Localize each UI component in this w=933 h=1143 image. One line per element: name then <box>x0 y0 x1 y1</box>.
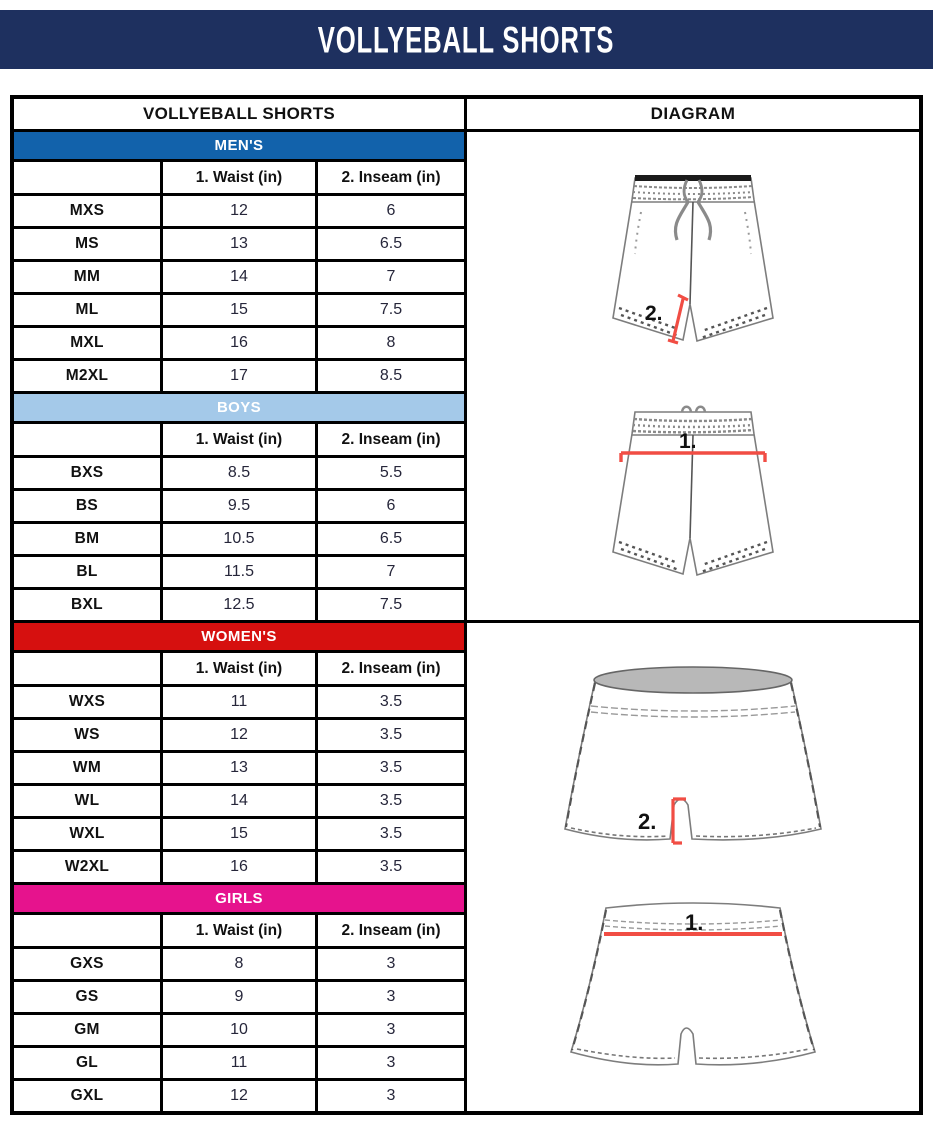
waist-value-cell: 14 <box>163 786 315 816</box>
size-chart <box>10 95 923 1115</box>
waist-value-cell: 8.5 <box>163 458 315 488</box>
table-title: VOLLYEBALL SHORTS <box>14 99 464 129</box>
column-header-inseam: 2. Inseam (in) <box>318 424 464 455</box>
column-header-size-blank <box>14 915 160 946</box>
section-header-girls: GIRLS <box>14 885 464 912</box>
waist-value-cell: 12.5 <box>163 590 315 620</box>
size-cell: BM <box>14 524 160 554</box>
waist-value-cell: 15 <box>163 819 315 849</box>
size-cell: WXL <box>14 819 160 849</box>
column-header-waist: 1. Waist (in) <box>163 915 315 946</box>
size-cell: MS <box>14 229 160 259</box>
waist-label: 1. <box>685 909 704 935</box>
inseam-value-cell: 3.5 <box>318 786 464 816</box>
column-header-inseam: 2. Inseam (in) <box>318 915 464 946</box>
waist-value-cell: 12 <box>163 720 315 750</box>
size-cell: MXL <box>14 328 160 358</box>
inseam-value-cell: 3 <box>318 949 464 979</box>
inseam-value-cell: 3.5 <box>318 753 464 783</box>
inseam-value-cell: 3.5 <box>318 819 464 849</box>
waist-value-cell: 11 <box>163 1048 315 1078</box>
inseam-value-cell: 6.5 <box>318 524 464 554</box>
inseam-value-cell: 8 <box>318 328 464 358</box>
size-cell: BXL <box>14 590 160 620</box>
mens-shorts-front-drawing <box>583 150 803 375</box>
size-cell: WM <box>14 753 160 783</box>
inseam-value-cell: 6 <box>318 196 464 226</box>
inseam-value-cell: 3 <box>318 982 464 1012</box>
waist-value-cell: 10.5 <box>163 524 315 554</box>
size-cell: MM <box>14 262 160 292</box>
waist-value-cell: 8 <box>163 949 315 979</box>
inseam-value-cell: 7.5 <box>318 295 464 325</box>
waist-value-cell: 16 <box>163 328 315 358</box>
diagram-cell-womens-girls <box>467 623 919 1111</box>
inseam-value-cell: 3 <box>318 1015 464 1045</box>
size-cell: GS <box>14 982 160 1012</box>
waist-value-cell: 13 <box>163 753 315 783</box>
column-header-waist: 1. Waist (in) <box>163 424 315 455</box>
size-cell: WXS <box>14 687 160 717</box>
womens-shorts-back-drawing <box>533 886 853 1091</box>
column-header-size-blank <box>14 424 160 455</box>
womens-shorts-front-drawing <box>533 643 853 865</box>
inseam-value-cell: 6 <box>318 491 464 521</box>
waist-value-cell: 10 <box>163 1015 315 1045</box>
waist-value-cell: 12 <box>163 1081 315 1111</box>
page-title: VOLLYEBALL SHORTS <box>318 18 615 60</box>
size-cell: BXS <box>14 458 160 488</box>
size-cell: WS <box>14 720 160 750</box>
size-cell: W2XL <box>14 852 160 882</box>
size-cell: ML <box>14 295 160 325</box>
waist-value-cell: 11 <box>163 687 315 717</box>
size-cell: GM <box>14 1015 160 1045</box>
inseam-measure-line <box>673 799 686 843</box>
inseam-value-cell: 8.5 <box>318 361 464 391</box>
shorts-outline <box>565 681 821 840</box>
inseam-value-cell: 6.5 <box>318 229 464 259</box>
inseam-value-cell: 7.5 <box>318 590 464 620</box>
size-cell: BL <box>14 557 160 587</box>
waist-value-cell: 14 <box>163 262 315 292</box>
size-cell: GXS <box>14 949 160 979</box>
waist-value-cell: 12 <box>163 196 315 226</box>
size-cell: GL <box>14 1048 160 1078</box>
mens-shorts-back-drawing <box>583 392 803 602</box>
diagram-cell-mens-boys <box>467 132 919 620</box>
section-header-boys: BOYS <box>14 394 464 421</box>
inseam-value-cell: 3.5 <box>318 720 464 750</box>
section-header-mens: MEN'S <box>14 132 464 159</box>
inseam-label: 2. <box>638 809 657 835</box>
waist-value-cell: 13 <box>163 229 315 259</box>
waist-value-cell: 15 <box>163 295 315 325</box>
size-cell: MXS <box>14 196 160 226</box>
inseam-value-cell: 3.5 <box>318 852 464 882</box>
page-banner <box>0 10 933 69</box>
waist-label: 1. <box>679 430 697 454</box>
inseam-value-cell: 5.5 <box>318 458 464 488</box>
diagram-title: DIAGRAM <box>467 99 919 129</box>
column-header-inseam: 2. Inseam (in) <box>318 162 464 193</box>
inseam-value-cell: 3 <box>318 1081 464 1111</box>
column-header-waist: 1. Waist (in) <box>163 653 315 684</box>
size-cell: M2XL <box>14 361 160 391</box>
inseam-value-cell: 3.5 <box>318 687 464 717</box>
inseam-value-cell: 7 <box>318 262 464 292</box>
waist-value-cell: 17 <box>163 361 315 391</box>
waist-opening <box>594 667 792 693</box>
size-cell: BS <box>14 491 160 521</box>
waist-value-cell: 9.5 <box>163 491 315 521</box>
waist-value-cell: 11.5 <box>163 557 315 587</box>
column-header-inseam: 2. Inseam (in) <box>318 653 464 684</box>
inseam-value-cell: 3 <box>318 1048 464 1078</box>
section-header-womens: WOMEN'S <box>14 623 464 650</box>
size-cell: WL <box>14 786 160 816</box>
inseam-label: 2. <box>645 301 663 325</box>
waist-value-cell: 16 <box>163 852 315 882</box>
column-header-waist: 1. Waist (in) <box>163 162 315 193</box>
column-header-size-blank <box>14 653 160 684</box>
waist-value-cell: 9 <box>163 982 315 1012</box>
size-cell: GXL <box>14 1081 160 1111</box>
inseam-value-cell: 7 <box>318 557 464 587</box>
column-header-size-blank <box>14 162 160 193</box>
